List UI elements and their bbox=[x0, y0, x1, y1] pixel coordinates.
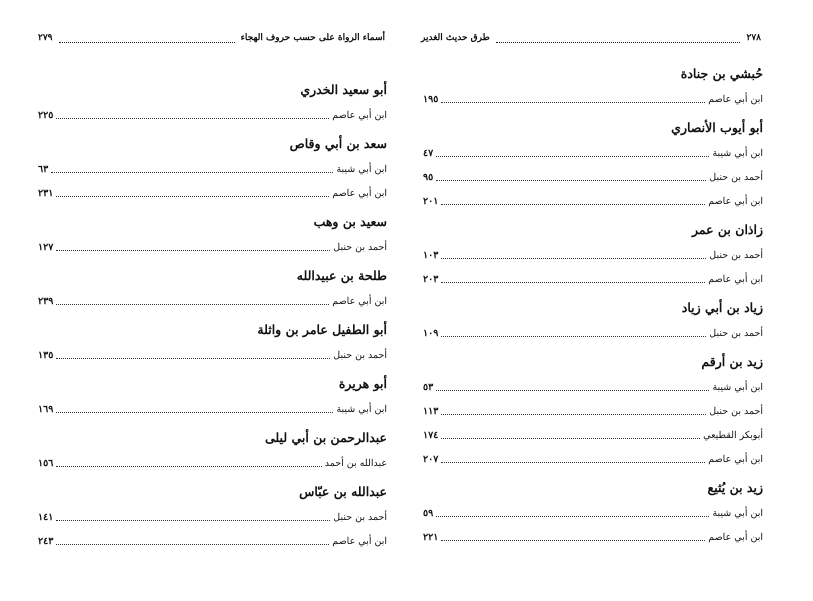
narrator-list bbox=[423, 64, 763, 556]
source-name: ابن أبي شيبة bbox=[712, 148, 763, 159]
page-reference: ١٢٧ bbox=[38, 242, 54, 253]
index-entry bbox=[38, 232, 387, 256]
leader-dots bbox=[56, 466, 321, 467]
page-reference: ٢٣٩ bbox=[38, 296, 54, 307]
leader-dots bbox=[441, 462, 705, 463]
leader-dots bbox=[59, 33, 235, 43]
page-reference: ٩٥ bbox=[423, 172, 434, 183]
narrator-block bbox=[38, 374, 387, 418]
source-name: ابن أبي عاصم bbox=[332, 110, 387, 121]
source-name: ابن أبي عاصم bbox=[332, 188, 387, 199]
narrator-block bbox=[38, 482, 387, 550]
index-entry bbox=[38, 178, 387, 202]
leader-dots bbox=[56, 358, 330, 359]
leader-dots bbox=[56, 250, 330, 251]
narrator-block bbox=[423, 478, 763, 546]
index-entry bbox=[423, 498, 763, 522]
leader-dots bbox=[441, 438, 700, 439]
source-name: أحمد بن حنبل bbox=[709, 406, 763, 417]
page-reference: ١٣٥ bbox=[38, 350, 54, 361]
index-entry bbox=[38, 394, 387, 418]
narrator-name: أبو الطفيل عامر بن واثلة bbox=[257, 322, 387, 337]
page-reference: ١٦٩ bbox=[38, 404, 54, 415]
page-reference: ٤٧ bbox=[423, 148, 434, 159]
narrator-name: أبو أيوب الأنصاري bbox=[671, 120, 763, 135]
index-entry bbox=[423, 264, 763, 288]
narrator-block bbox=[38, 320, 387, 364]
page-reference: ١١٣ bbox=[423, 406, 439, 417]
leader-dots bbox=[436, 516, 709, 517]
source-name: ابن أبي عاصم bbox=[708, 532, 763, 543]
source-name: ابن أبي عاصم bbox=[708, 454, 763, 465]
narrator-name: عبدالرحمن بن أبي ليلى bbox=[265, 430, 387, 445]
page-reference: ٢٠١ bbox=[423, 196, 439, 207]
index-entry bbox=[423, 138, 763, 162]
narrator-name: أبو هريرة bbox=[338, 376, 387, 391]
page-reference: ١٩٥ bbox=[423, 94, 439, 105]
left-page bbox=[0, 0, 405, 601]
source-name: أحمد بن حنبل bbox=[709, 250, 763, 261]
index-entry bbox=[423, 444, 763, 468]
index-entry bbox=[423, 318, 763, 342]
narrator-block bbox=[38, 428, 387, 472]
leader-dots bbox=[441, 540, 705, 541]
page-reference: ٥٩ bbox=[423, 508, 434, 519]
narrator-name: سعيد بن وهب bbox=[313, 214, 387, 229]
source-name: أحمد بن حنبل bbox=[709, 172, 763, 183]
source-name: ابن أبي شيبة bbox=[712, 382, 763, 393]
source-name: ابن أبي عاصم bbox=[332, 536, 387, 547]
index-entry bbox=[423, 372, 763, 396]
index-entry bbox=[423, 240, 763, 264]
leader-dots bbox=[436, 156, 709, 157]
page-reference: ١٠٣ bbox=[423, 250, 439, 261]
source-name: أحمد بن حنبل bbox=[333, 512, 387, 523]
index-entry bbox=[423, 420, 763, 444]
index-entry bbox=[38, 286, 387, 310]
leader-dots bbox=[436, 180, 706, 181]
source-name: أحمد بن حنبل bbox=[709, 328, 763, 339]
running-title: أسماء الرواة على حسب حروف الهجاء bbox=[240, 33, 385, 43]
narrator-block bbox=[423, 220, 763, 288]
index-entry bbox=[38, 154, 387, 178]
page-number: ٢٧٨ bbox=[746, 33, 761, 43]
page-reference: ٦٣ bbox=[38, 164, 49, 175]
source-name: ابن أبي شيبة bbox=[336, 404, 387, 415]
source-name: ابن أبي عاصم bbox=[708, 94, 763, 105]
index-entry bbox=[38, 502, 387, 526]
narrator-list bbox=[38, 80, 387, 560]
source-name: أبوبكر القطيعي bbox=[703, 430, 763, 441]
leader-dots bbox=[441, 102, 705, 103]
narrator-name: زيد بن يُثيع bbox=[707, 480, 763, 495]
page-reference: ٥٣ bbox=[423, 382, 434, 393]
source-name: ابن أبي عاصم bbox=[708, 196, 763, 207]
leader-dots bbox=[56, 118, 329, 119]
page-reference: ٢٠٣ bbox=[423, 274, 439, 285]
page-reference: ٢٢١ bbox=[423, 532, 439, 543]
leader-dots bbox=[56, 196, 329, 197]
page-reference: ٢٤٣ bbox=[38, 536, 54, 547]
index-entry bbox=[38, 526, 387, 550]
leader-dots bbox=[441, 204, 705, 205]
index-entry bbox=[38, 340, 387, 364]
page-reference: ٢٠٧ bbox=[423, 454, 439, 465]
narrator-block bbox=[38, 266, 387, 310]
running-title: طرق حديث الغدير bbox=[421, 33, 490, 43]
narrator-name: طلحة بن عبيدالله bbox=[296, 268, 387, 283]
page-header bbox=[38, 29, 385, 47]
page-reference: ١٥٦ bbox=[38, 458, 54, 469]
source-name: ابن أبي عاصم bbox=[708, 274, 763, 285]
narrator-block bbox=[423, 118, 763, 210]
page-reference: ١٤١ bbox=[38, 512, 54, 523]
page-reference: ١٧٤ bbox=[423, 430, 439, 441]
page-reference: ٢٣١ bbox=[38, 188, 54, 199]
page-reference: ١٠٩ bbox=[423, 328, 439, 339]
narrator-block bbox=[423, 352, 763, 468]
narrator-block bbox=[423, 64, 763, 108]
page-reference: ٢٢٥ bbox=[38, 110, 54, 121]
narrator-block bbox=[38, 212, 387, 256]
index-entry bbox=[38, 100, 387, 124]
index-entry bbox=[423, 396, 763, 420]
leader-dots bbox=[436, 390, 709, 391]
narrator-name: حُبشي بن جنادة bbox=[680, 66, 763, 81]
narrator-name: أبو سعيد الخدري bbox=[300, 82, 387, 97]
leader-dots bbox=[441, 258, 706, 259]
index-entry bbox=[423, 186, 763, 210]
source-name: أحمد بن حنبل bbox=[333, 350, 387, 361]
index-entry bbox=[38, 448, 387, 472]
narrator-block bbox=[38, 80, 387, 124]
source-name: ابن أبي عاصم bbox=[332, 296, 387, 307]
source-name: ابن أبي شيبة bbox=[336, 164, 387, 175]
narrator-block bbox=[38, 134, 387, 202]
page-header bbox=[421, 29, 761, 47]
narrator-block bbox=[423, 298, 763, 342]
source-name: أحمد بن حنبل bbox=[333, 242, 387, 253]
narrator-name: زيد بن أرقم bbox=[701, 354, 763, 369]
narrator-name: سعد بن أبي وقاص bbox=[289, 136, 387, 151]
page-number: ٢٧٩ bbox=[38, 33, 53, 43]
source-name: عبدالله بن أحمد bbox=[324, 458, 387, 469]
narrator-name: زاذان بن عمر bbox=[691, 222, 763, 237]
leader-dots bbox=[56, 412, 333, 413]
narrator-name: عبدالله بن عبّاس bbox=[299, 484, 387, 499]
right-page bbox=[405, 0, 813, 601]
leader-dots bbox=[56, 544, 329, 545]
leader-dots bbox=[496, 33, 741, 43]
source-name: ابن أبي شيبة bbox=[712, 508, 763, 519]
leader-dots bbox=[51, 172, 333, 173]
leader-dots bbox=[56, 520, 330, 521]
narrator-name: زياد بن أبي زياد bbox=[681, 300, 763, 315]
index-entry bbox=[423, 84, 763, 108]
leader-dots bbox=[56, 304, 329, 305]
leader-dots bbox=[441, 414, 706, 415]
index-entry bbox=[423, 162, 763, 186]
leader-dots bbox=[441, 336, 706, 337]
index-entry bbox=[423, 522, 763, 546]
leader-dots bbox=[441, 282, 705, 283]
